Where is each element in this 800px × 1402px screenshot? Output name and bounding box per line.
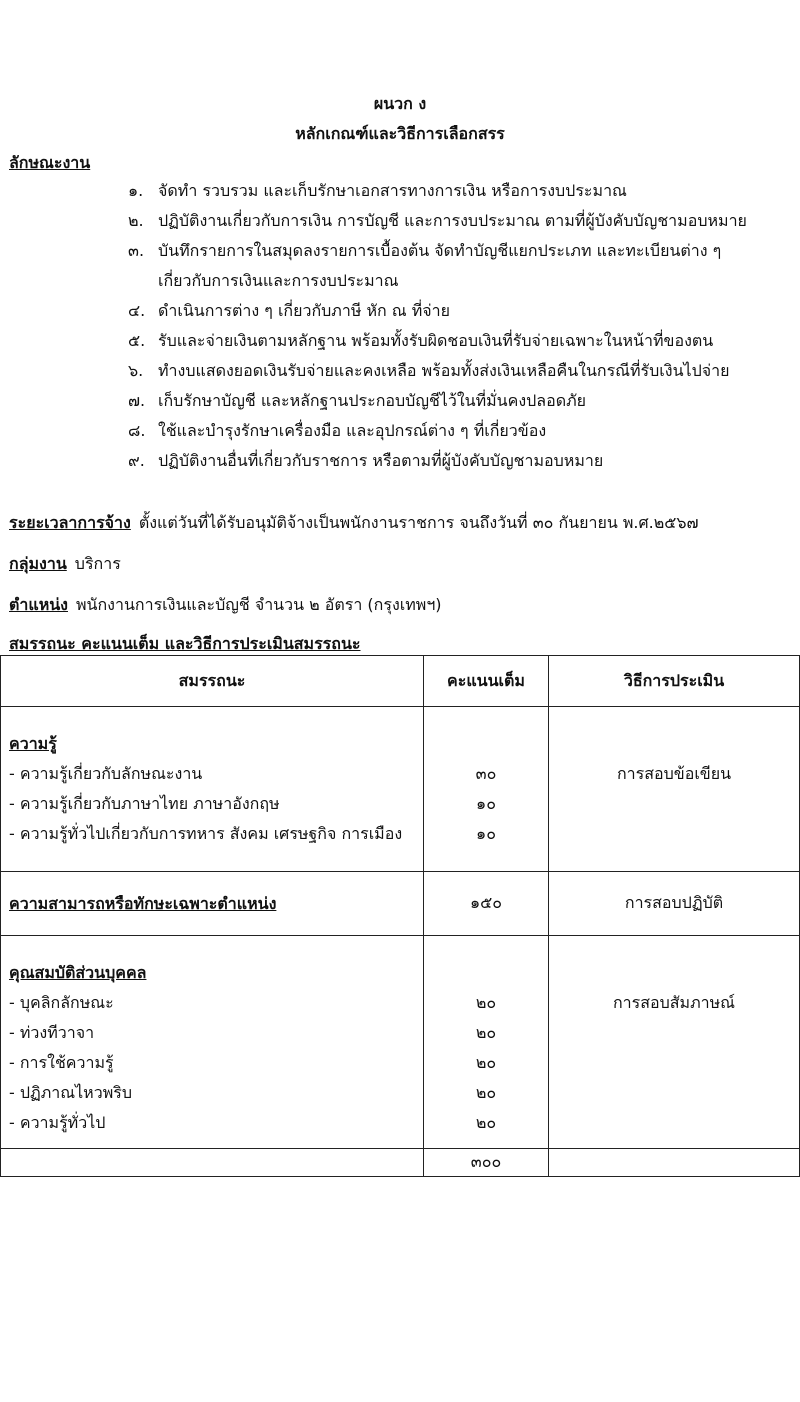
knowledge-item: - ความรู้เกี่ยวกับลักษณะงาน <box>9 764 203 783</box>
personal-score: ๒๐ <box>475 993 497 1012</box>
employment-period-value: ตั้งแต่วันที่ได้รับอนุมัติจ้างเป็นพนักงานราชการ จนถึงวันที่ ๓๐ กันยายน พ.ศ.๒๕๖๗ <box>138 513 699 532</box>
knowledge-score: ๓๐ <box>475 764 497 783</box>
duty-text-line: ปฏิบัติงานเกี่ยวกับการเงิน การบัญชี และการงบประมาณ ตามที่ผู้บังคับบัญชามอบหมาย <box>158 211 747 230</box>
personal-title: คุณสมบัติส่วนบุคคล <box>9 963 147 982</box>
duty-number: ๒. <box>128 211 144 230</box>
duty-text <box>158 236 778 296</box>
annex-title: ผนวก ง <box>373 94 427 113</box>
duty-text <box>158 416 778 446</box>
skills-title: ความสามารถหรือทักษะเฉพาะตำแหน่ง <box>9 893 277 913</box>
job-nature-heading: ลักษณะงาน <box>9 153 91 172</box>
duty-item <box>128 446 778 476</box>
knowledge-score: ๑๐ <box>476 794 496 813</box>
duty-number: ๔. <box>128 301 146 320</box>
total-method-cell <box>549 1149 800 1177</box>
employment-period <box>9 511 699 536</box>
duty-text <box>158 386 778 416</box>
duty-text-line: เกี่ยวกับการเงินและการงบประมาณ <box>158 271 399 290</box>
personal-score-cell <box>424 936 549 1149</box>
table-header-row <box>1 656 800 707</box>
employment-period-label: ระยะเวลาการจ้าง <box>9 513 131 532</box>
duty-text-line: รับและจ่ายเงินตามหลักฐาน พร้อมทั้งรับผิดชอบเงินที่รับจ่ายเฉพาะในหน้าที่ของตน <box>158 331 714 350</box>
personal-item: - บุคลิกลักษณะ <box>9 993 114 1012</box>
header-assessment-method: วิธีการประเมิน <box>549 656 800 707</box>
position <box>9 593 442 618</box>
duty-item <box>128 236 778 296</box>
duty-number: ๓. <box>128 241 145 260</box>
table-row-knowledge <box>1 707 800 872</box>
competency-table <box>0 655 800 1177</box>
personal-item: - ความรู้ทั่วไป <box>9 1113 106 1132</box>
personal-item: - ปฏิภาณไหวพริบ <box>9 1083 133 1102</box>
personal-method-cell <box>549 936 800 1149</box>
duty-text-line: เก็บรักษาบัญชี และหลักฐานประกอบบัญชีไว้ในที่มั่นคงปลอดภัย <box>158 391 587 410</box>
job-group <box>9 552 121 577</box>
document-title: หลักเกณฑ์และวิธีการเลือกสรร <box>295 124 505 143</box>
duty-item <box>128 356 778 386</box>
duty-item <box>128 296 778 326</box>
personal-score: ๒๐ <box>475 1023 497 1042</box>
personal-score: ๒๐ <box>475 1113 497 1132</box>
job-group-value: บริการ <box>74 554 121 573</box>
personal-score: ๒๐ <box>475 1083 497 1102</box>
personal-method: การสอบสัมภาษณ์ <box>612 993 736 1012</box>
knowledge-method: การสอบข้อเขียน <box>616 764 732 783</box>
duty-number: ๖. <box>128 361 144 380</box>
duty-text-line: จัดทำ รวบรวม และเก็บรักษาเอกสารทางการเงิน หรือการงบประมาณ <box>158 181 627 200</box>
duty-text <box>158 176 778 206</box>
knowledge-method-cell <box>549 707 800 872</box>
duty-item <box>128 176 778 206</box>
job-group-label: กลุ่มงาน <box>9 554 67 573</box>
header-competency: สมรรถนะ <box>1 656 424 707</box>
duty-item <box>128 416 778 446</box>
duty-item <box>128 386 778 416</box>
duty-text <box>158 326 778 356</box>
duty-text-line: ดำเนินการต่าง ๆ เกี่ยวกับภาษี หัก ณ ที่จ่าย <box>158 301 450 320</box>
knowledge-item: - ความรู้เกี่ยวกับภาษาไทย ภาษาอังกฤษ <box>9 794 280 813</box>
duty-number: ๕. <box>128 331 146 350</box>
personal-score: ๒๐ <box>475 1053 497 1072</box>
duty-text <box>158 446 778 476</box>
duty-text-line: ปฏิบัติงานอื่นที่เกี่ยวกับราชการ หรือตามที่ผู้บังคับบัญชามอบหมาย <box>158 451 604 470</box>
duty-text-line: บันทึกรายการในสมุดลงรายการเบื้องต้น จัดทำบัญชีแยกประเภท และทะเบียนต่าง ๆ <box>158 241 722 260</box>
duty-item <box>128 326 778 356</box>
table-row-skills <box>1 872 800 936</box>
knowledge-score: ๑๐ <box>476 824 496 843</box>
personal-item: - ท่วงทีวาจา <box>9 1023 95 1042</box>
position-label: ตำแหน่ง <box>9 595 68 614</box>
duty-text-line: ทำงบแสดงยอดเงินรับจ่ายและคงเหลือ พร้อมทั้งส่งเงินเหลือคืนในกรณีที่รับเงินไปจ่าย <box>158 361 730 380</box>
skills-score: ๑๕๐ <box>424 872 549 936</box>
position-value: พนักงานการเงินและบัญชี จำนวน ๒ อัตรา (กรุงเทพฯ) <box>75 595 442 614</box>
table-row-personal-attributes <box>1 936 800 1149</box>
competency-heading: สมรรถนะ คะแนนเต็ม และวิธีการประเมินสมรรถนะ <box>9 634 361 653</box>
duty-text-line: ใช้และบำรุงรักษาเครื่องมือ และอุปกรณ์ต่าง ๆ ที่เกี่ยวข้อง <box>158 421 547 440</box>
duty-number: ๑. <box>128 181 144 200</box>
header-full-score: คะแนนเต็ม <box>424 656 549 707</box>
duty-number: ๗. <box>128 391 146 410</box>
table-row-total <box>1 1149 800 1177</box>
duty-text <box>158 356 778 386</box>
duty-item <box>128 206 778 236</box>
personal-item: - การใช้ความรู้ <box>9 1053 114 1072</box>
knowledge-title: ความรู้ <box>9 734 57 753</box>
duty-number: ๙. <box>128 451 145 470</box>
duty-number: ๘. <box>128 421 146 440</box>
knowledge-item: - ความรู้ทั่วไปเกี่ยวกับการทหาร สังคม เศรษฐกิจ การเมือง <box>9 824 403 843</box>
total-label-cell <box>1 1149 424 1177</box>
personal-cell <box>1 936 424 1149</box>
total-score: ๓๐๐ <box>424 1149 549 1177</box>
knowledge-cell <box>1 707 424 872</box>
duty-text <box>158 206 778 236</box>
skills-cell <box>1 872 424 936</box>
skills-method: การสอบปฏิบัติ <box>549 872 800 936</box>
knowledge-score-cell <box>424 707 549 872</box>
duty-text <box>158 296 778 326</box>
